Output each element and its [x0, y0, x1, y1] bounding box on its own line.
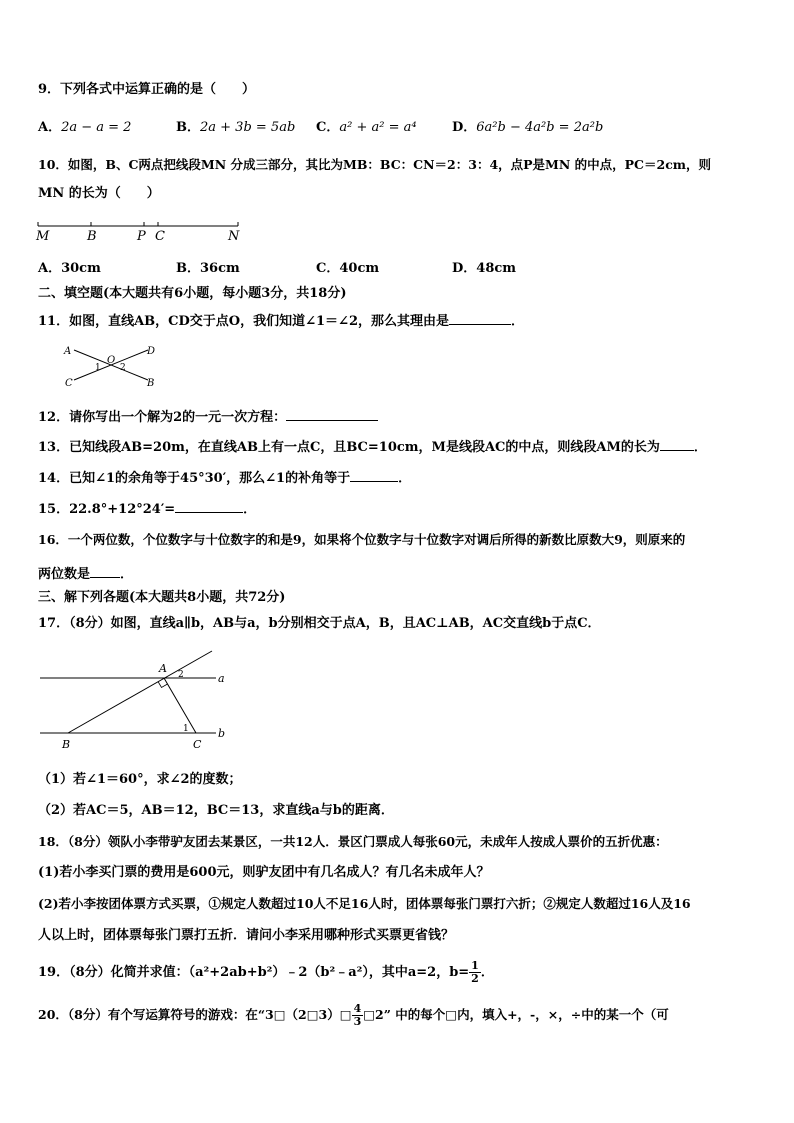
parallel-lines-figure: [38, 650, 238, 754]
angle-label-1: 1: [183, 724, 189, 734]
q15-answer-blank[interactable]: [175, 500, 243, 513]
angle-label-2: 2: [120, 363, 126, 373]
q18-line2: (1)若小李买门票的费用是600元，则驴友团中有几名成人？有几名未成年人？: [38, 865, 490, 880]
label-a-point: A: [159, 662, 167, 675]
segment-ac: [164, 678, 196, 733]
label-o: O: [107, 355, 116, 366]
q10-option-b: B．36cm: [176, 261, 240, 276]
q16-line1: 16．一个两位数，个位数字与十位数字的和是9，如果将个位数字与十位数字对调后所得的新数比原数大9，则原来的: [38, 532, 686, 547]
q15-text: 15．22.8°+12°24′= ．: [38, 502, 257, 517]
q9-option-d: D．6a²b − 4a²b = 2a²b: [452, 120, 604, 135]
label-p: P: [137, 229, 146, 244]
q12-answer-blank[interactable]: [286, 408, 378, 421]
q10-option-a: A．30cm: [38, 261, 101, 276]
segment-ab: [68, 651, 212, 733]
label-d: D: [147, 346, 156, 357]
q20-text: 20．（8分）有个写运算符号的游戏：在“3□（2□3）□ $\frac{4}{3}$ □2” 中的每个□内，填入+，-，×，÷中的某一个（可: [38, 1002, 669, 1028]
segment-mn-figure: [34, 218, 246, 246]
q18-line1: 18．（8分）领队小李带驴友团去某景区，一共12人．景区门票成人每张60元，未成年人按成人票价的五折优惠：: [38, 834, 668, 849]
q18-line3: (2)若小李按团体票方式买票，①规定人数超过10人不足16人时，团体票每张门票打六折；②规定人数超过16人及16: [38, 896, 691, 911]
angle-label-2: 2: [178, 670, 184, 680]
q9-option-b: B．2a + 3b = 5ab: [176, 120, 296, 135]
label-c: C: [65, 378, 73, 388]
intersecting-lines-figure: [62, 340, 162, 388]
q19-fraction: $\frac{1}{2}$: [471, 959, 479, 985]
q10-line2: MN 的长为（ ）: [38, 186, 160, 201]
label-line-a: a: [218, 672, 225, 685]
q19-text: 19．（8分）化简并求值：（a²+2ab+b²）﹣2（b²﹣a²），其中a=2，b= $\frac{1}{2}$ ．: [38, 959, 494, 985]
q13-text: 13．已知线段AB=20m，在直线AB上有一点C，且BC=10cm，M是线段AC的中点，则线段AM的长为 ．: [38, 440, 707, 455]
q16-answer-blank[interactable]: [90, 565, 120, 578]
q18-line4: 人以上时，团体票每张门票打五折．请问小李采用哪种形式买票更省钱？: [38, 928, 455, 943]
q10-line1: 10．如图，B、C两点把线段MN 分成三部分，其比为MB：BC：CN＝2：3：4，点P是MN 的中点，PC＝2cm，则: [38, 157, 712, 172]
q9-option-a: A．2a − a = 2: [38, 120, 132, 135]
section-3-heading: 三、解下列各题(本大题共8小题，共72分): [38, 590, 286, 605]
section-2-heading: 二、填空题(本大题共有6小题，每小题3分，共18分): [38, 286, 347, 301]
q9-stem: 9．下列各式中运算正确的是（ ）: [38, 82, 256, 97]
q10-option-c: C．40cm: [316, 261, 380, 276]
q10-option-d: D．48cm: [452, 261, 517, 276]
q9-option-c: C．a² + a² = a⁴: [316, 120, 417, 135]
label-c: C: [155, 229, 165, 244]
label-n: N: [228, 229, 240, 244]
q17-sub2: （2）若AC＝5，AB＝12，BC＝13，求直线a与b的距离．: [38, 803, 394, 818]
label-m: M: [36, 229, 50, 244]
q11-text: 11．如图，直线AB，CD交于点O，我们知道∠1＝∠2，那么其理由是 ．: [38, 314, 525, 329]
label-b-point: B: [62, 738, 71, 751]
q14-answer-blank[interactable]: [350, 469, 398, 482]
angle-label-1: 1: [95, 363, 101, 373]
q17-text: 17．（8分）如图，直线a∥b，AB与a，b分别相交于点A，B，且AC⊥AB，AC交直线b于点C．: [38, 616, 601, 631]
q14-text: 14．已知∠1的余角等于45°30′，那么∠1的补角等于 ．: [38, 471, 412, 486]
label-a: A: [64, 346, 72, 357]
label-b: B: [87, 229, 97, 244]
q20-fraction: $\frac{4}{3}$: [353, 1002, 362, 1028]
q12-text: 12．请你写出一个解为2的一元一次方程：: [38, 408, 758, 426]
label-c-point: C: [193, 738, 202, 751]
q13-answer-blank[interactable]: [660, 438, 694, 451]
label-line-b: b: [218, 727, 226, 740]
label-b: B: [147, 378, 155, 388]
q17-sub1: （1）若∠1＝60°，求∠2的度数；: [38, 772, 242, 787]
q11-answer-blank[interactable]: [449, 312, 511, 325]
q16-line2: 两位数是 ．: [38, 567, 134, 582]
